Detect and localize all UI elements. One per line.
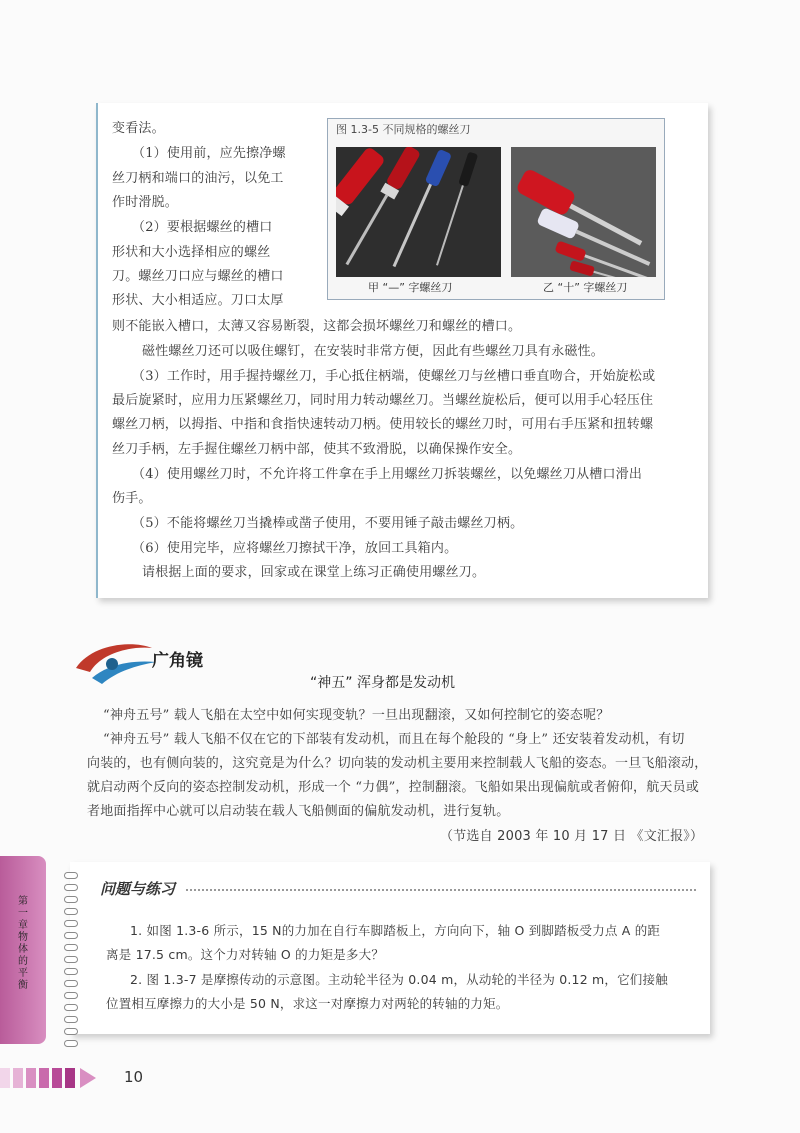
wide-angle-label: 广角镜 xyxy=(152,651,203,671)
title-dotted-rule xyxy=(186,889,696,891)
page-number: 10 xyxy=(124,1068,144,1086)
box-line: 则不能嵌入槽口，太薄又容易断裂，这都会损坏螺丝刀和螺丝的槽口。 xyxy=(112,319,522,334)
box-line: 螺丝刀柄，以拇指、中指和食指快速转动刀柄。使用较长的螺丝刀时，可用右手压紧和扭转螺 xyxy=(112,417,654,432)
box-line: （1）使用前，应先擦净螺 xyxy=(132,146,286,161)
box-line: 形状和大小选择相应的螺丝 xyxy=(112,245,271,260)
article-source: （节选自 2003 年 10 月 17 日 《文汇报》） xyxy=(440,829,704,844)
box-line: 最后旋紧时，应用力压紧螺丝刀，同时用力转动螺丝刀。当螺丝旋松后，便可以用手心轻压住 xyxy=(112,393,654,408)
article-line: 就启动两个反向的姿态控制发动机，形成一个 “力偶”，控制翻滚。飞船如果出现偏航或者俯仰，航天员或 xyxy=(87,780,700,795)
slotted-screwdriver-photo xyxy=(336,147,501,277)
box-line: 请根据上面的要求，回家或在课堂上练习正确使用螺丝刀。 xyxy=(142,565,486,580)
exercise-line: 位置相互摩擦力的大小是 50 N，求这一对摩擦力对两轮的转轴的力矩。 xyxy=(106,996,509,1011)
exercise-line: 1. 如图 1.3-6 所示，15 N的力加在自行车脚踏板上，方向向下，轴 O 到脚踏板受力点 A 的距 xyxy=(130,923,661,938)
box-line: （5）不能将螺丝刀当撬棒或凿子使用，不要用锤子敲击螺丝刀柄。 xyxy=(132,516,524,531)
phillips-screwdriver-photo xyxy=(511,147,656,277)
box-line: 形状、大小相适应。刀口太厚 xyxy=(112,293,284,308)
exercise-line: 2. 图 1.3-7 是摩擦传动的示意图。主动轮半径为 0.04 m，从动轮的半径为 0.12 m，它们接触 xyxy=(130,972,668,987)
figure-title: 图 1.3-5 不同规格的螺丝刀 xyxy=(336,123,471,136)
box-line: 作时滑脱。 xyxy=(112,195,179,210)
box-line: 变看法。 xyxy=(112,121,165,136)
chapter-title: 第一章 物体的平衡 xyxy=(18,896,28,991)
notebook-rings xyxy=(64,872,78,1032)
article-line: 向装的，也有侧向装的，这究竟是为什么？切向装的发动机主要用来控制载人飞船的姿态。一旦飞船滚动， xyxy=(87,756,708,771)
page-marker-stripes xyxy=(0,1064,112,1092)
caption-phillips: 乙 “十” 字螺丝刀 xyxy=(543,281,628,294)
box-line: （3）工作时，用手握持螺丝刀，手心抵住柄端，使螺丝刀与丝槽口垂直吻合，开始旋松或 xyxy=(132,369,656,384)
wide-angle-logo-icon xyxy=(72,638,162,686)
box-line: 磁性螺丝刀还可以吸住螺钉，在安装时非常方便，因此有些螺丝刀具有永磁性。 xyxy=(142,344,605,359)
caption-slotted: 甲 “—” 字螺丝刀 xyxy=(368,281,453,294)
article-line: 者地面指挥中心就可以启动装在载人飞船侧面的偏航发动机，进行复轨。 xyxy=(87,804,510,819)
exercises-title: 问题与练习 xyxy=(100,880,176,898)
article-line: “神舟五号” 载人飞船不仅在它的下部装有发动机，而且在每个舱段的 “身上” 还安装着发动机，有切 xyxy=(103,732,685,747)
article-line: “神舟五号” 载人飞船在太空中如何实现变轨？一旦出现翻滚，又如何控制它的姿态呢？ xyxy=(103,708,610,723)
box-line: （2）要根据螺丝的槽口 xyxy=(132,220,273,235)
box-line: 丝刀手柄，左手握住螺丝刀柄中部，使其不致滑脱，以确保操作安全。 xyxy=(112,442,522,457)
article-title: “神五” 浑身都是发动机 xyxy=(310,675,455,691)
box-line: （6）使用完毕，应将螺丝刀擦拭干净，放回工具箱内。 xyxy=(132,541,458,556)
box-line: （4）使用螺丝刀时，不允许将工件拿在手上用螺丝刀拆装螺丝，以免螺丝刀从槽口滑出 xyxy=(132,467,643,482)
box-line: 丝刀柄和端口的油污，以免工 xyxy=(112,171,284,186)
exercise-line: 离是 17.5 cm。这个力对转轴 O 的力矩是多大？ xyxy=(106,947,385,962)
screwdriver-figure xyxy=(327,118,665,300)
box-line: 伤手。 xyxy=(112,491,152,506)
box-line: 刀。螺丝刀口应与螺丝的槽口 xyxy=(112,269,284,284)
